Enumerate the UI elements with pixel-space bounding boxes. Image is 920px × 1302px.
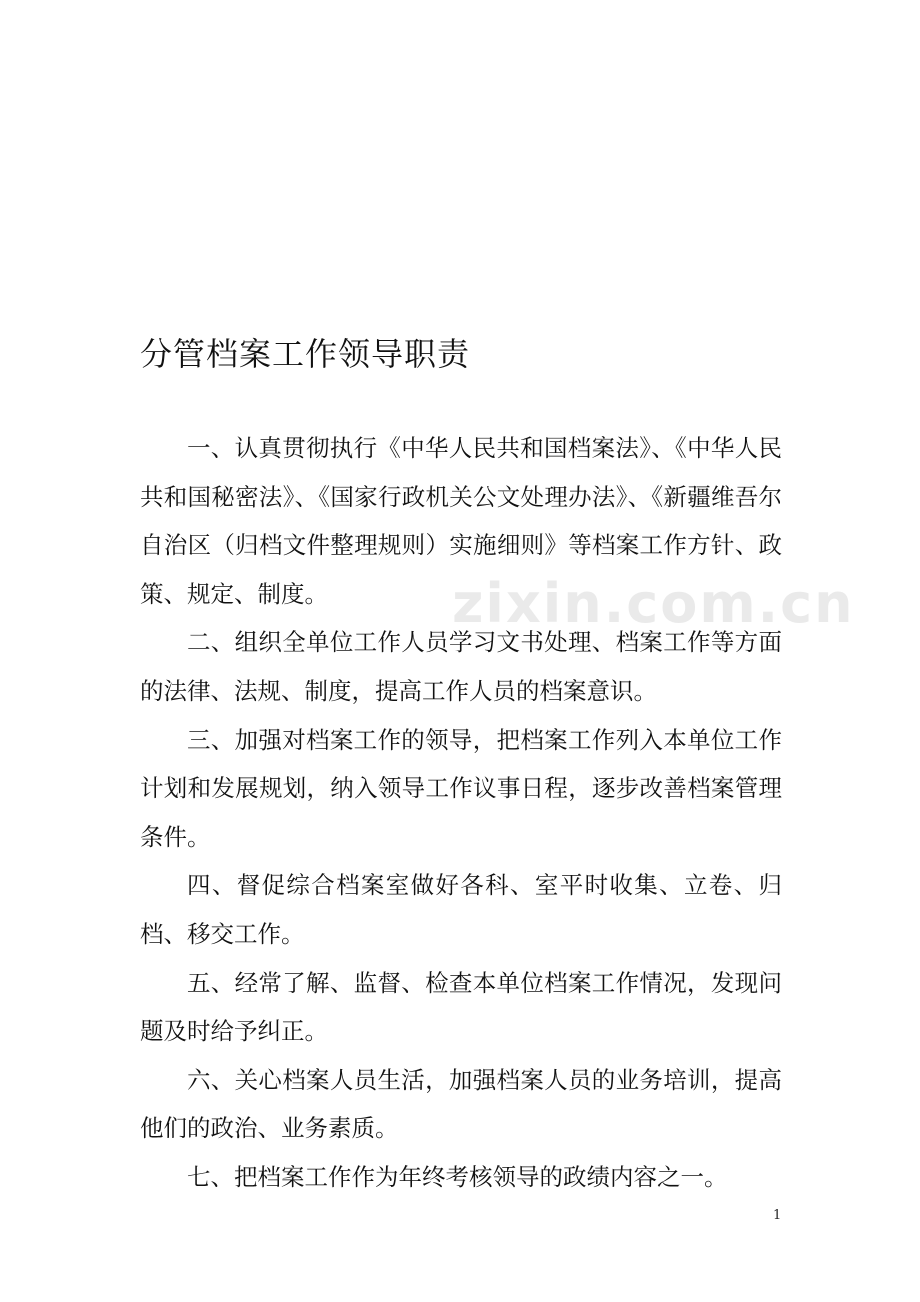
watermark: zixin.com.cn xyxy=(452,572,855,635)
paragraph-3: 三、加强对档案工作的领导，把档案工作列入本单位工作计划和发展规划，纳入领导工作议事日程，逐步改善档案管理条件。 xyxy=(140,725,782,851)
paragraph-7: 七、把档案工作作为年终考核领导的政绩内容之一。 xyxy=(187,1162,728,1191)
paragraph-2: 二、组织全单位工作人员学习文书处理、档案工作等方面的法律、法规、制度，提高工作人员的档案意识。 xyxy=(140,628,782,705)
paragraph-6: 六、关心档案人员生活，加强档案人员的业务培训，提高他们的政治、业务素质。 xyxy=(140,1065,782,1143)
page-number: 1 xyxy=(773,1208,782,1223)
document-body xyxy=(140,424,782,1202)
paragraph-5: 五、经常了解、监督、检查本单位档案工作情况，发现问题及时给予纠正。 xyxy=(140,968,782,1046)
paragraph-1: 一、认真贯彻执行《中华人民共和国档案法》、《中华人民共和国秘密法》、《国家行政机关公文处理办法》、《新疆维吾尔自治区（归档文件整理规则）实施细则》等档案工作方针、政策、规定、制度。 xyxy=(140,434,782,608)
document-title: 分管档案工作领导职责 xyxy=(140,335,471,373)
paragraph-4: 四、督促综合档案室做好各科、室平时收集、立卷、归档、移交工作。 xyxy=(140,871,782,948)
